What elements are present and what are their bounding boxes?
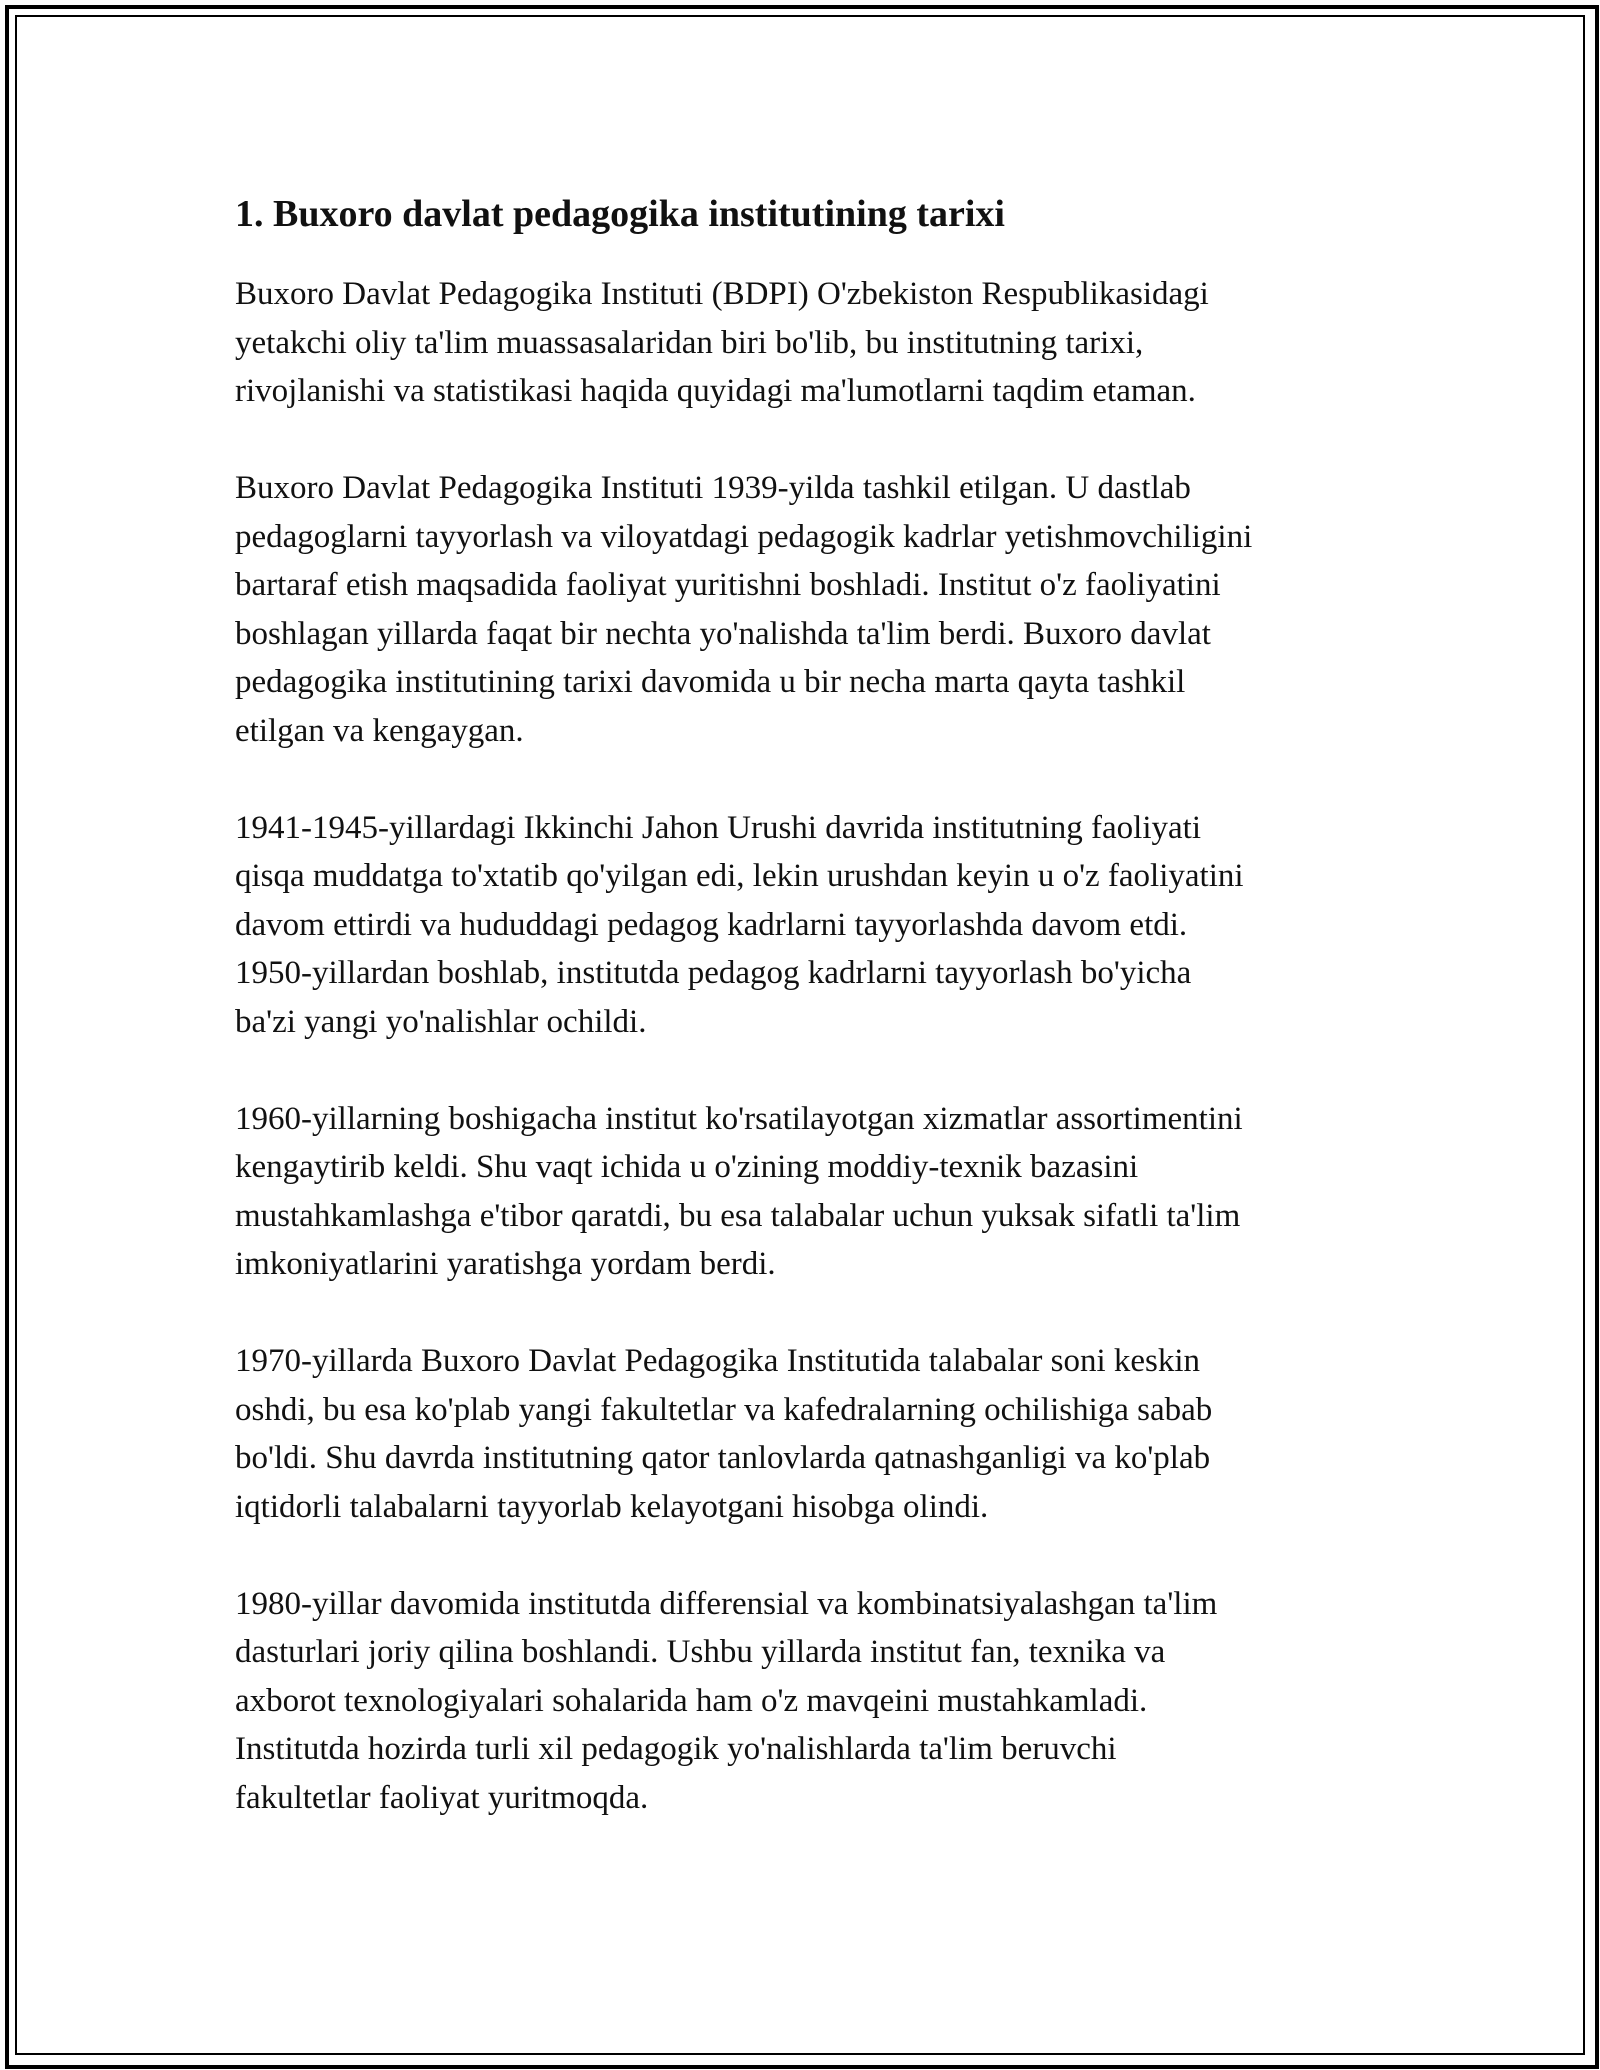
- paragraph-founding: Buxoro Davlat Pedagogika Instituti 1939-yilda tashkil etilgan. U dastlab pedagoglarni tayyorlash va viloyatdagi pedagogik kadrlar yetishmovchiligini bartaraf etish maqsadida faoliyat yuritishni boshladi. Institut o'z faoliyatini boshlagan yillarda faqat bir nechta yo'nalishda ta'lim berdi. Buxoro davlat pedagogika institutining tarixi davomida u bir necha marta qayta tashkil etilgan va kengaygan.: [235, 470, 1253, 749]
- document-body: [235, 190, 1375, 1871]
- paragraph-1960s: 1960-yillarning boshigacha institut ko'rsatilayotgan xizmatlar assortimentini kengaytirib keldi. Shu vaqt ichida u o'zining moddiy-texnik bazasini mustahkamlashga e'tibor qaratdi, bu esa talabalar uchun yuksak sifatli ta'lim imkoniyatlarini yaratishga yordam berdi.: [235, 1100, 1243, 1282]
- section-heading: 1. Buxoro davlat pedagogika institutining tarixi: [235, 193, 1005, 235]
- paragraph-war-years: 1941-1945-yillardagi Ikkinchi Jahon Urushi davrida institutning faoliyati qisqa muddatga to'xtatib qo'yilgan edi, lekin urushdan keyin u o'z faoliyatini davom ettirdi va hududdagi pedagog kadrlarni tayyorlashda davom etdi. 1950-yillardan boshlab, institutda pedagog kadrlarni tayyorlash bo'yicha ba'zi yangi yo'nalishlar ochildi.: [235, 809, 1244, 1040]
- paragraph-intro: Buxoro Davlat Pedagogika Instituti (BDPI) O'zbekiston Respublikasidagi yetakchi oliy ta'lim muassasalaridan biri bo'lib, bu institutning tarixi, rivojlanishi va statistikasi haqida quyidagi ma'lumotlarni taqdim etaman.: [235, 276, 1209, 409]
- paragraph-1970s: 1970-yillarda Buxoro Davlat Pedagogika Institutida talabalar soni keskin oshdi, bu esa ko'plab yangi fakultetlar va kafedralarning ochilishiga sabab bo'ldi. Shu davrda institutning qator tanlovlarda qatnashganligi va ko'plab iqtidorli talabalarni tayyorlab kelayotgani hisobga olindi.: [235, 1343, 1213, 1525]
- paragraph-1980s: 1980-yillar davomida institutda differensial va kombinatsiyalashgan ta'lim dasturlari joriy qilina boshlandi. Ushbu yillarda institut fan, texnika va axborot texnologiyalari sohalarida ham o'z mavqeini mustahkamladi. Institutda hozirda turli xil pedagogik yo'nalishlarda ta'lim beruvchi fakultetlar faoliyat yuritmoqda.: [235, 1585, 1218, 1816]
